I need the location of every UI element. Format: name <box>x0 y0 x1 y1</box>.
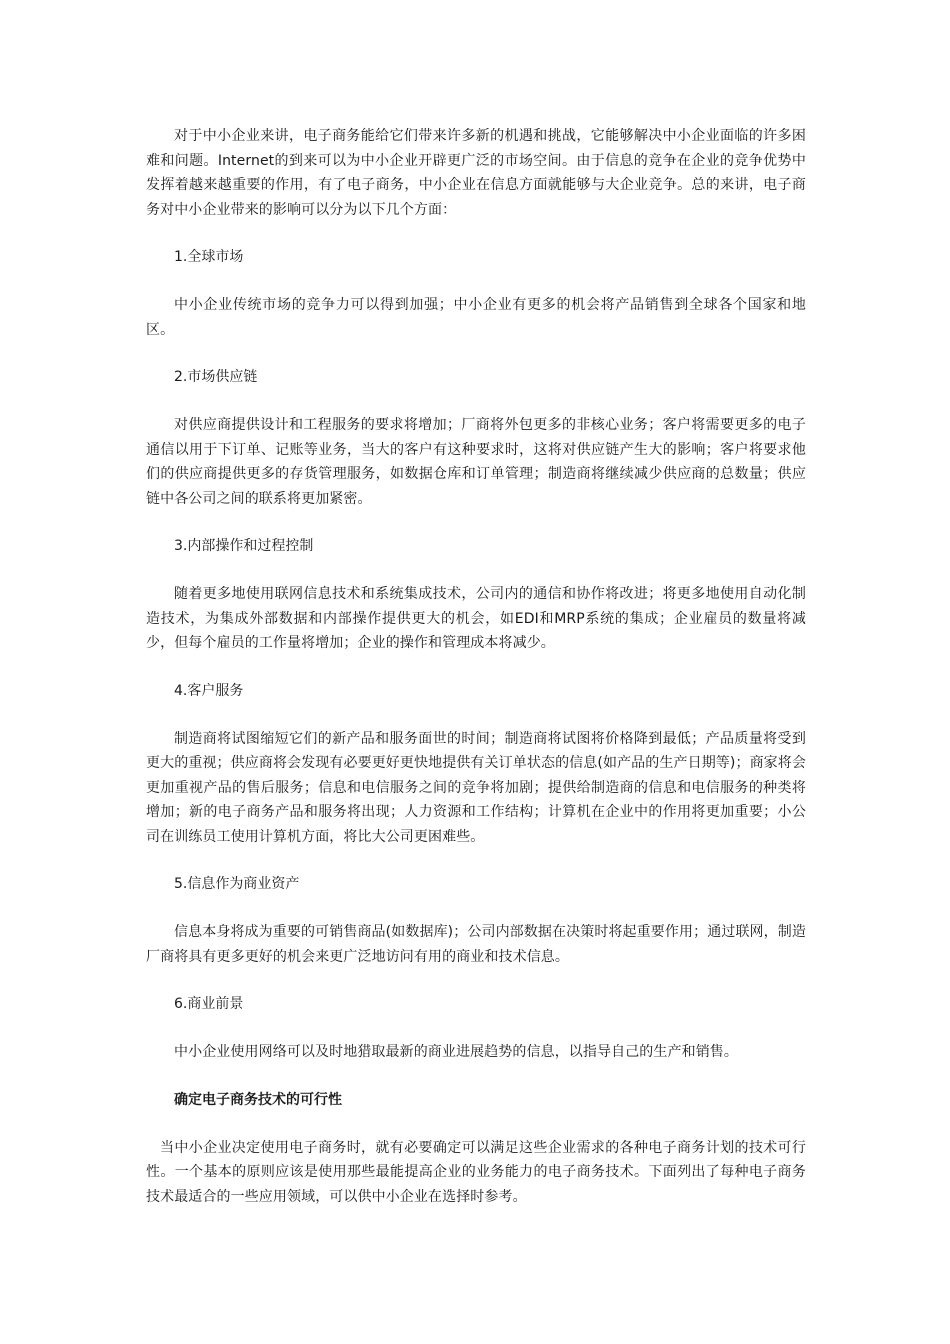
section-body-information-asset: 信息本身将成为重要的可销售商品(如数据库)；公司内部数据在决策时将起重要作用；通过联网，制造厂商将具有更多更好的机会来更广泛地访问有用的商业和技术信息。 <box>146 924 806 965</box>
section-heading-customer-service: 4.客户服务 <box>174 682 244 699</box>
subtitle-feasibility: 确定电子商务技术的可行性 <box>174 1091 342 1108</box>
section-heading-global-market: 1.全球市场 <box>174 249 244 265</box>
section-heading-internal-operations: 3.内部操作和过程控制 <box>174 538 314 554</box>
section-heading-supply-chain: 2.市场供应链 <box>174 369 258 385</box>
closing-paragraph: 当中小企业决定使用电子商务时，就有必要确定可以满足这些企业需求的各种电子商务计划的技术可行性。一个基本的原则应该是使用那些最能提高企业的业务能力的电子商务技术。下面列出了每种电子商务技术最适合的一些应用领域，可以供中小企业在选择时参考。 <box>146 1139 806 1205</box>
section-body-internal-operations: 随着更多地使用联网信息技术和系统集成技术，公司内的通信和协作将改进；将更多地使用自动化制造技术，为集成外部数据和内部操作提供更大的机会，如EDI和MRP系统的集成；企业雇员的数量将减少，但每个雇员的工作量将增加；企业的操作和管理成本将减少。 <box>146 586 806 651</box>
section-body-supply-chain: 对供应商提供设计和工程服务的要求将增加；厂商将外包更多的非核心业务；客户将需要更多的电子通信以用于下订单、记账等业务，当大的客户有这种要求时，这将对供应链产生大的影响；客户将要求他们的供应商提供更多的存货管理服务，如数据仓库和订单管理；制造商将继续减少供应商的总数量；供应链中各公司之间的联系将更加紧密。 <box>146 417 806 507</box>
section-body-business-outlook: 中小企业使用网络可以及时地猎取最新的商业进展趋势的信息，以指导自己的生产和销售。 <box>174 1044 738 1060</box>
section-heading-information-asset: 5.信息作为商业资产 <box>174 876 300 892</box>
document-page <box>146 124 806 1232</box>
section-body-global-market: 中小企业传统市场的竞争力可以得到加强；中小企业有更多的机会将产品销售到全球各个国家和地区。 <box>146 297 806 338</box>
section-body-customer-service: 制造商将试图缩短它们的新产品和服务面世的时间；制造商将试图将价格降到最低；产品质量将受到更大的重视；供应商将会发现有必要更好更快地提供有关订单状态的信息(如产品的生产日期等)；商家将会更加重视产品的售后服务；信息和电信服务之间的竞争将加剧；提供给制造商的信息和电信服务的种类将增加；新的电子商务产品和服务将出现；人力资源和工作结构；计算机在企业中的作用将更加重要；小公司在训练员工使用计算机方面，将比大公司更困难些。 <box>146 730 806 845</box>
section-heading-business-outlook: 6.商业前景 <box>174 996 244 1012</box>
intro-paragraph: 对于中小企业来讲，电子商务能给它们带来许多新的机遇和挑战，它能够解决中小企业面临的许多困难和问题。Internet的到来可以为中小企业开辟更广泛的市场空间。由于信息的竞争在企业的竞争优势中发挥着越来越重要的作用，有了电子商务，中小企业在信息方面就能够与大企业竞争。总的来讲，电子商务对中小企业带来的影响可以分为以下几个方面： <box>146 128 806 218</box>
